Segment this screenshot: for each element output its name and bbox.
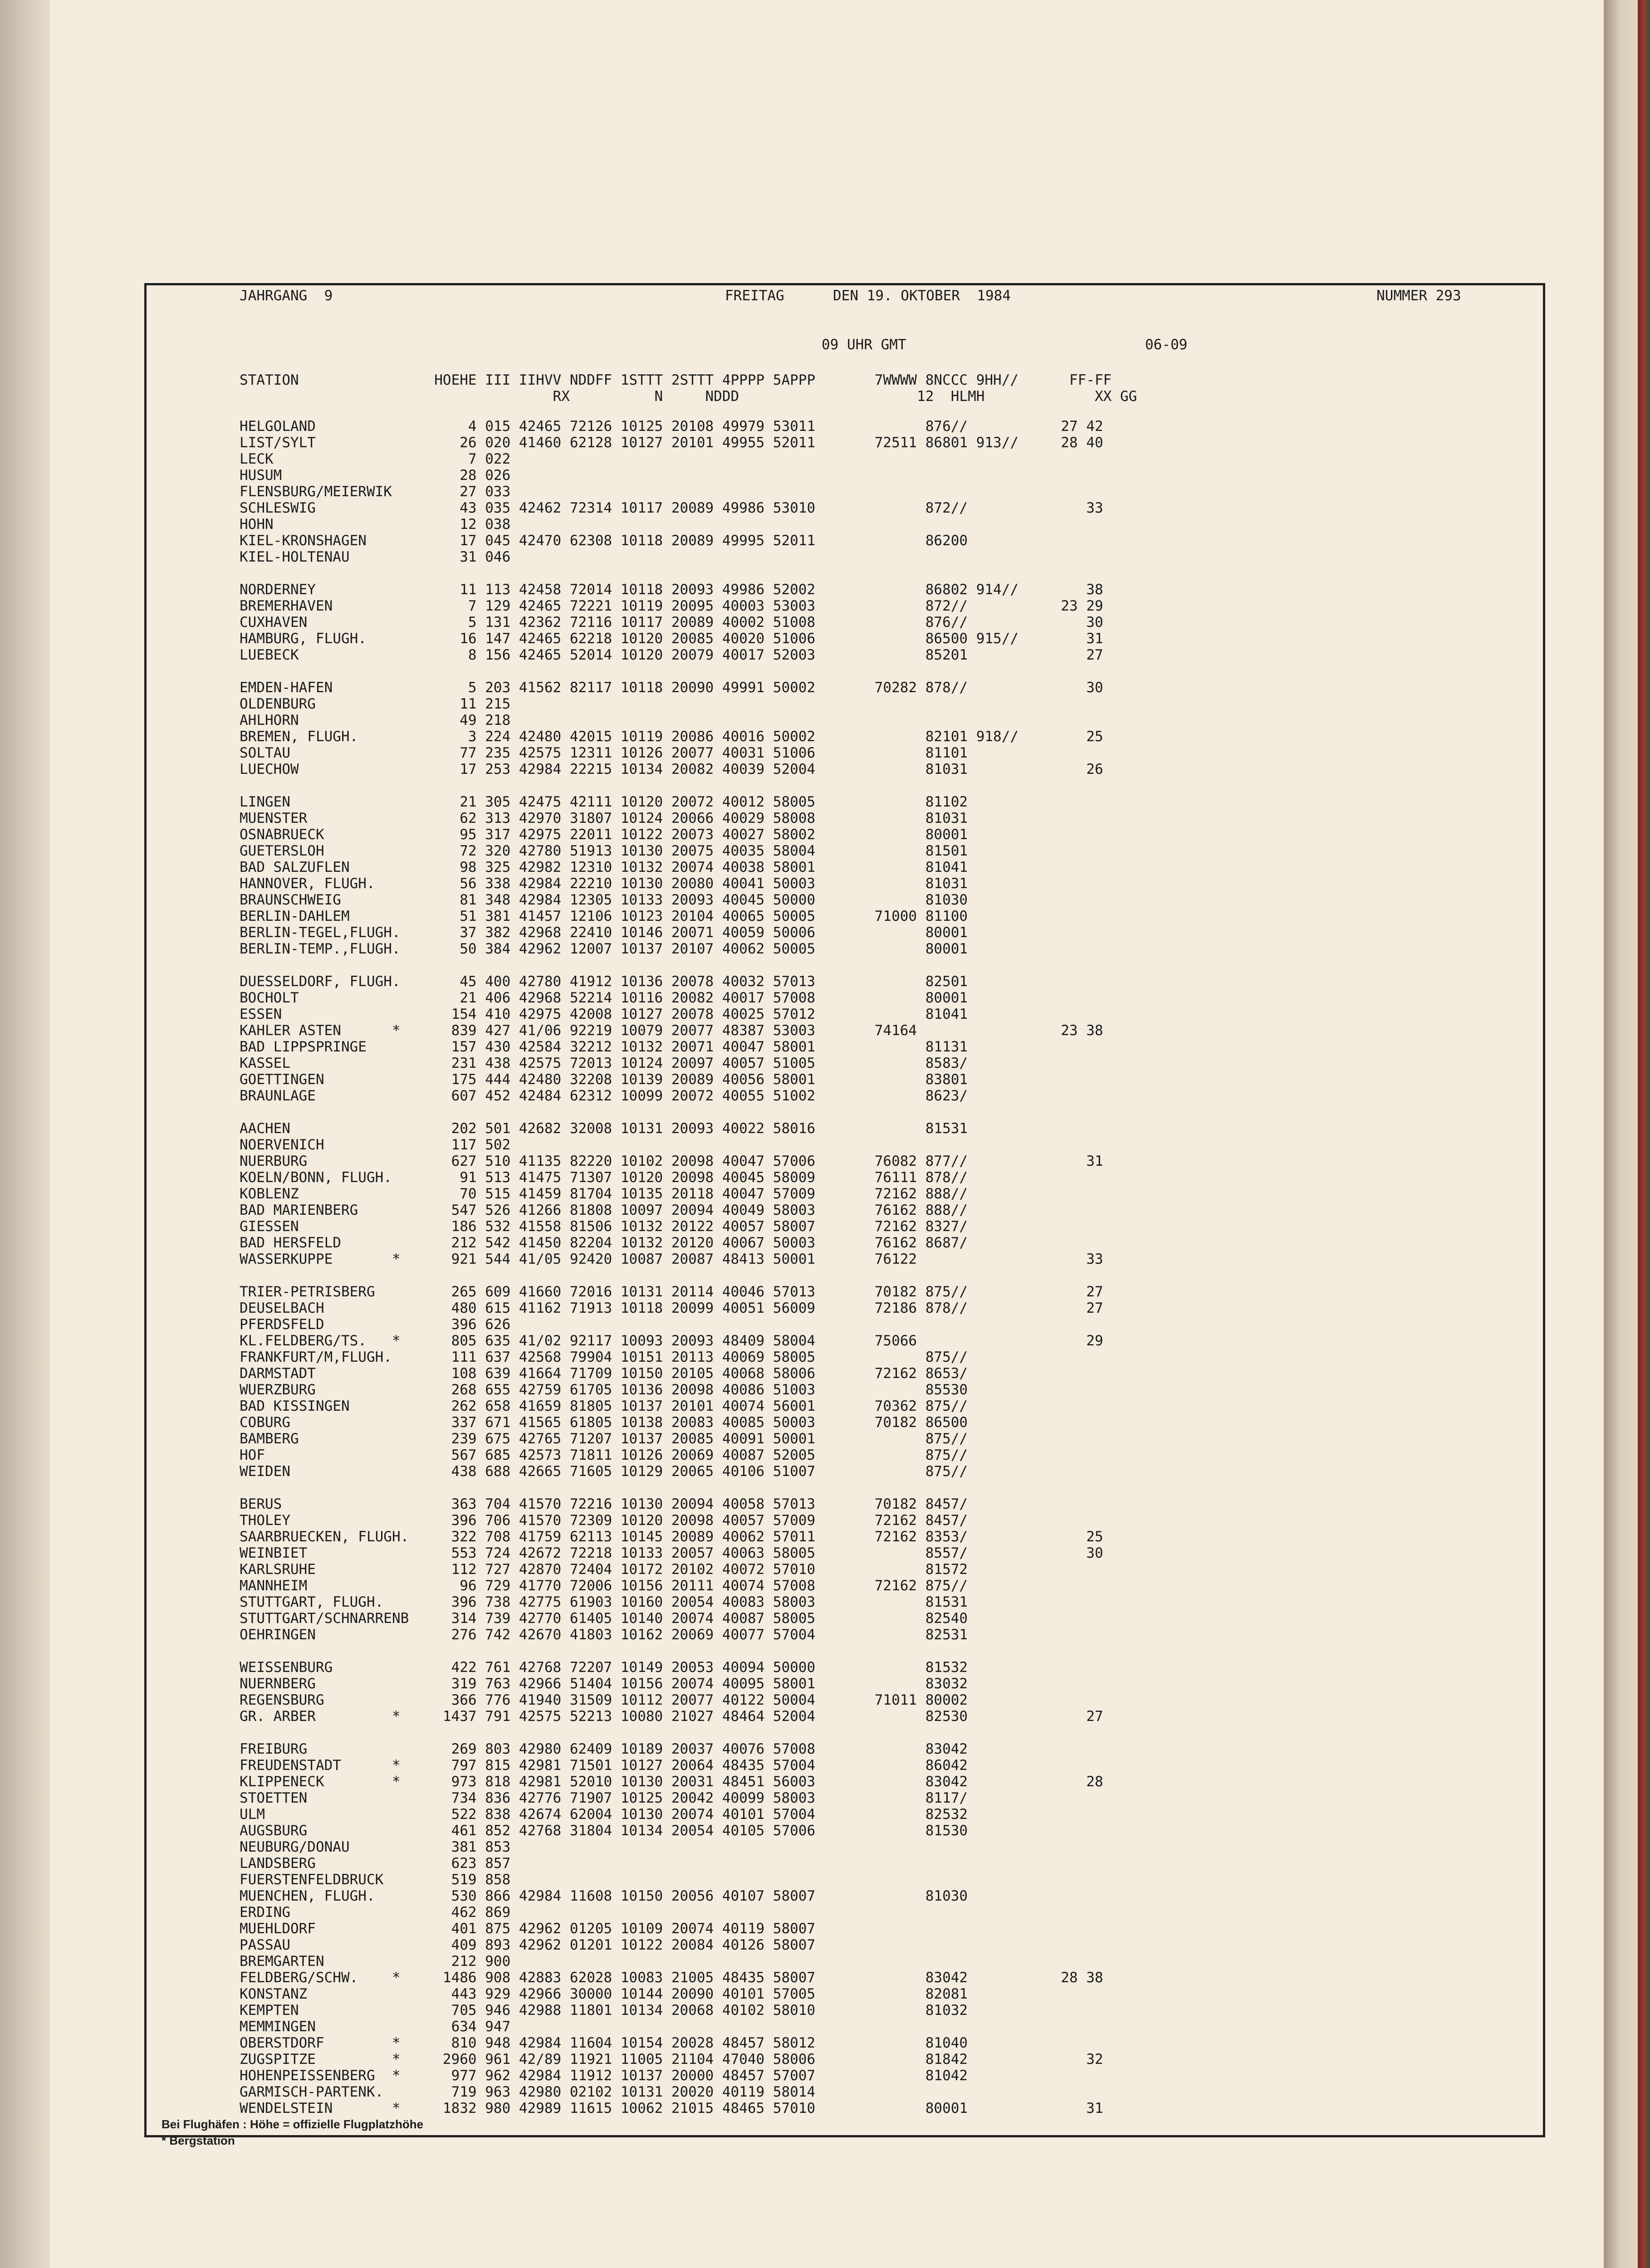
table-row: GUETERSLOH 72 320 42780 51913 10130 20075 40035 58004 81501 <box>240 843 968 859</box>
table-row: BAMBERG 239 675 42765 71207 10137 20085 40091 50001 875// <box>240 1431 968 1447</box>
table-row: PFERDSFELD 396 626 <box>240 1316 511 1333</box>
table-row: FREUDENSTADT * 797 815 42981 71501 10127 20064 48435 57004 86042 <box>240 1757 968 1774</box>
table-row: ULM 522 838 42674 62004 10130 20074 40101 57004 82532 <box>240 1806 968 1823</box>
table-row: ZUGSPITZE * 2960 961 42/89 11921 11005 21104 47040 58006 81842 32 <box>240 2051 1103 2068</box>
table-row: STUTTGART/SCHNARRENB 314 739 42770 61405 10140 20074 40087 58005 82540 <box>240 1610 968 1627</box>
table-row: BERUS 363 704 41570 72216 10130 20094 40058 57013 70182 8457/ <box>240 1496 968 1512</box>
table-row: KLIPPENECK * 973 818 42981 52010 10130 20031 48451 56003 83042 28 <box>240 1774 1103 1790</box>
group-spacer <box>240 1104 1103 1120</box>
table-row: GARMISCH-PARTENK. 719 963 42980 02102 10131 20020 40119 58014 <box>240 2084 816 2100</box>
table-row: KIEL-KRONSHAGEN 17 045 42470 62308 10118 20089 49995 52011 86200 <box>240 533 968 549</box>
table-row: LIST/SYLT 26 020 41460 62128 10127 20101 49955 52011 72511 86801 913// 28 40 <box>240 435 1103 451</box>
table-row: MUENCHEN, FLUGH. 530 866 42984 11608 10150 20056 40107 58007 81030 <box>240 1888 968 1904</box>
issue-number: NUMMER 293 <box>1376 288 1461 304</box>
table-row: GIESSEN 186 532 41558 81506 10132 20122 40057 58007 72162 8327/ <box>240 1218 968 1235</box>
period-label: 06-09 <box>1145 337 1188 353</box>
table-row: KAHLER ASTEN * 839 427 41/06 92219 10079 20077 48387 53003 74164 23 38 <box>240 1022 1103 1039</box>
table-row: FLENSBURG/MEIERWIK 27 033 <box>240 484 511 500</box>
column-header-line1: STATION HOEHE III IIHVV NDDFF 1STTT 2STTT 4PPPP 5APPP 7WWWW 8NCCC 9HH// FF-FF <box>240 372 1112 388</box>
table-row: LUECHOW 17 253 42984 22215 10134 20082 40039 52004 81031 26 <box>240 761 1103 777</box>
table-row: REGENSBURG 366 776 41940 31509 10112 20077 40122 50004 71011 80002 <box>240 1692 968 1708</box>
table-row: BERLIN-DAHLEM 51 381 41457 12106 10123 20104 40065 50005 71000 81100 <box>240 908 968 924</box>
table-row: SOLTAU 77 235 42575 12311 10126 20077 40031 51006 81101 <box>240 745 968 761</box>
footnote-airports: Bei Flughäfen : Höhe = offizielle Flugplatzhöhe <box>162 2117 424 2131</box>
book-binding <box>1638 0 1650 2268</box>
table-row: BAD MARIENBERG 547 526 41266 81808 10097 20094 40049 58003 76162 888// <box>240 1202 968 1218</box>
table-row: BERLIN-TEGEL,FLUGH. 37 382 42968 22410 10146 20071 40059 50006 80001 <box>240 924 968 941</box>
table-row: CUXHAVEN 5 131 42362 72116 10117 20089 40002 51008 876// 30 <box>240 614 1103 631</box>
table-row: MANNHEIM 96 729 41770 72006 10156 20111 40074 57008 72162 875// <box>240 1578 968 1594</box>
table-row: KEMPTEN 705 946 42988 11801 10134 20068 40102 58010 81032 <box>240 2002 968 2019</box>
group-spacer <box>240 565 1103 582</box>
table-row: WEISSENBURG 422 761 42768 72207 10149 20053 40094 50000 81532 <box>240 1659 968 1676</box>
table-row: KONSTANZ 443 929 42966 30000 10144 20090 40101 57005 82081 <box>240 1986 968 2002</box>
table-row: PASSAU 409 893 42962 01201 10122 20084 40126 58007 <box>240 1937 816 1953</box>
table-row: WEINBIET 553 724 42672 72218 10133 20057 40063 58005 8557/ 30 <box>240 1545 1103 1561</box>
table-row: STOETTEN 734 836 42776 71907 10125 20042 40099 58003 8117/ <box>240 1790 968 1806</box>
table-row: NORDERNEY 11 113 42458 72014 10118 20093 49986 52002 86802 914// 38 <box>240 582 1103 598</box>
group-spacer <box>240 777 1103 794</box>
table-row: OSNABRUECK 95 317 42975 22011 10122 20073 40027 58002 80001 <box>240 826 968 843</box>
table-row: SAARBRUECKEN, FLUGH. 322 708 41759 62113 10145 20089 40062 57011 72162 8353/ 25 <box>240 1529 1103 1545</box>
table-row: BREMEN, FLUGH. 3 224 42480 42015 10119 20086 40016 50002 82101 918// 25 <box>240 728 1103 745</box>
table-row: BREMGARTEN 212 900 <box>240 1953 511 1970</box>
weekday-label: FREITAG <box>725 288 784 304</box>
table-row: NUERNBERG 319 763 42966 51404 10156 20074 40095 58001 83032 <box>240 1676 968 1692</box>
table-row: MUEHLDORF 401 875 42962 01205 10109 20074 40119 58007 <box>240 1921 816 1937</box>
table-row: OEHRINGEN 276 742 42670 41803 10162 20069 40077 57004 82531 <box>240 1627 968 1643</box>
table-row: LUEBECK 8 156 42465 52014 10120 20079 40017 52003 85201 27 <box>240 647 1103 663</box>
table-row: GOETTINGEN 175 444 42480 32208 10139 20089 40056 58001 83801 <box>240 1071 968 1088</box>
group-spacer <box>240 1480 1103 1496</box>
table-row: WEIDEN 438 688 42665 71605 10129 20065 40106 51007 875// <box>240 1463 968 1480</box>
table-row: EMDEN-HAFEN 5 203 41562 82117 10118 20090 49991 50002 70282 878// 30 <box>240 679 1103 696</box>
table-row: HUSUM 28 026 <box>240 467 511 484</box>
table-row: THOLEY 396 706 41570 72309 10120 20098 40057 57009 72162 8457/ <box>240 1512 968 1529</box>
table-row: NOERVENICH 117 502 <box>240 1137 511 1153</box>
table-row: OBERSTDORF * 810 948 42984 11604 10154 20028 48457 58012 81040 <box>240 2035 968 2051</box>
table-row: BAD SALZUFLEN 98 325 42982 12310 10132 20074 40038 58001 81041 <box>240 859 968 875</box>
table-row: LECK 7 022 <box>240 451 511 467</box>
table-row: WUERZBURG 268 655 42759 61705 10136 20098 40086 51003 85530 <box>240 1382 968 1398</box>
book-page-stack-left <box>0 0 50 2268</box>
table-row: KARLSRUHE 112 727 42870 72404 10172 20102 40072 57010 81572 <box>240 1561 968 1578</box>
table-row: AACHEN 202 501 42682 32008 10131 20093 40022 58016 81531 <box>240 1120 968 1137</box>
group-spacer <box>240 1725 1103 1741</box>
table-row: WASSERKUPPE * 921 544 41/05 92420 10087 20087 48413 50001 76122 33 <box>240 1251 1103 1267</box>
table-row: BRAUNLAGE 607 452 42484 62312 10099 20072 40055 51002 8623/ <box>240 1088 968 1104</box>
table-row: AUGSBURG 461 852 42768 31804 10134 20054 40105 57006 81530 <box>240 1823 968 1839</box>
table-row: COBURG 337 671 41565 61805 10138 20083 40085 50003 70182 86500 <box>240 1414 968 1431</box>
table-row: WENDELSTEIN * 1832 980 42989 11615 10062 21015 48465 57010 80001 31 <box>240 2100 1103 2116</box>
table-row: LANDSBERG 623 857 <box>240 1855 511 1872</box>
table-row: FUERSTENFELDBRUCK 519 858 <box>240 1872 511 1888</box>
footnote-mountain-station: * Bergstation <box>162 2134 235 2147</box>
table-row: FELDBERG/SCHW. * 1486 908 42883 62028 10083 21005 48435 58007 83042 28 38 <box>240 1970 1103 1986</box>
table-row: HOHN 12 038 <box>240 516 511 533</box>
table-row: BOCHOLT 21 406 42968 52214 10116 20082 40017 57008 80001 <box>240 990 968 1006</box>
table-row: OLDENBURG 11 215 <box>240 696 511 712</box>
table-row: BREMERHAVEN 7 129 42465 72221 10119 20095 40003 53003 872// 23 29 <box>240 598 1103 614</box>
table-row: KL.FELDBERG/TS. * 805 635 41/02 92117 10093 20093 48409 58004 75066 29 <box>240 1333 1103 1349</box>
table-row: KOBLENZ 70 515 41459 81704 10135 20118 40047 57009 72162 888// <box>240 1186 968 1202</box>
table-row: NEUBURG/DONAU 381 853 <box>240 1839 511 1855</box>
table-row: KIEL-HOLTENAU 31 046 <box>240 549 511 565</box>
table-row: MEMMINGEN 634 947 <box>240 2019 511 2035</box>
table-row: LINGEN 21 305 42475 42111 10120 20072 40012 58005 81102 <box>240 794 968 810</box>
table-row: BERLIN-TEMP.,FLUGH. 50 384 42962 12007 10137 20107 40062 50005 80001 <box>240 941 968 957</box>
table-row: HANNOVER, FLUGH. 56 338 42984 22210 10130 20080 40041 50003 81031 <box>240 875 968 892</box>
table-row: AHLHORN 49 218 <box>240 712 511 728</box>
table-row: HELGOLAND 4 015 42465 72126 10125 20108 49979 53011 876// 27 42 <box>240 418 1103 435</box>
table-row: BAD HERSFELD 212 542 41450 82204 10132 20120 40067 50003 76162 8687/ <box>240 1235 968 1251</box>
table-row: MUENSTER 62 313 42970 31807 10124 20066 40029 58008 81031 <box>240 810 968 826</box>
table-row: DEUSELBACH 480 615 41162 71913 10118 20099 40051 56009 72186 878// 27 <box>240 1300 1103 1316</box>
group-spacer <box>240 957 1103 973</box>
table-row: BAD KISSINGEN 262 658 41659 81805 10137 20101 40074 56001 70362 875// <box>240 1398 968 1414</box>
table-row: DUESSELDORF, FLUGH. 45 400 42780 41912 10136 20078 40032 57013 82501 <box>240 973 968 990</box>
table-row: NUERBURG 627 510 41135 82220 10102 20098 40047 57006 76082 877// 31 <box>240 1153 1103 1169</box>
table-row: FREIBURG 269 803 42980 62409 10189 20037 40076 57008 83042 <box>240 1741 968 1757</box>
column-header-line2: RX N NDDD 12 HLMH XX GG <box>240 388 1137 405</box>
table-row: HAMBURG, FLUGH. 16 147 42465 62218 10120 20085 40020 51006 86500 915// 31 <box>240 631 1103 647</box>
group-spacer <box>240 663 1103 679</box>
volume-label: JAHRGANG 9 <box>240 288 333 304</box>
table-row: HOHENPEISSENBERG * 977 962 42984 11912 10137 20000 48457 57007 81042 <box>240 2068 968 2084</box>
table-row: HOF 567 685 42573 71811 10126 20069 40087 52005 875// <box>240 1447 968 1463</box>
table-row: BAD LIPPSPRINGE 157 430 42584 32212 10132 20071 40047 58001 81131 <box>240 1039 968 1055</box>
date-label: DEN 19. OKTOBER 1984 <box>833 288 1011 304</box>
station-table <box>240 418 1103 2116</box>
table-row: KASSEL 231 438 42575 72013 10124 20097 40057 51005 8583/ <box>240 1055 968 1071</box>
table-row: ERDING 462 869 <box>240 1904 511 1921</box>
table-row: KOELN/BONN, FLUGH. 91 513 41475 71307 10120 20098 40045 58009 76111 878// <box>240 1169 968 1186</box>
table-row: TRIER-PETRISBERG 265 609 41660 72016 10131 20114 40046 57013 70182 875// 27 <box>240 1284 1103 1300</box>
table-row: FRANKFURT/M,FLUGH. 111 637 42568 79904 10151 20113 40069 58005 875// <box>240 1349 968 1365</box>
table-row: STUTTGART, FLUGH. 396 738 42775 61903 10160 20054 40083 58003 81531 <box>240 1594 968 1610</box>
table-row: ESSEN 154 410 42975 42008 10127 20078 40025 57012 81041 <box>240 1006 968 1022</box>
table-row: BRAUNSCHWEIG 81 348 42984 12305 10133 20093 40045 50000 81030 <box>240 892 968 908</box>
table-row: GR. ARBER * 1437 791 42575 52213 10080 21027 48464 52004 82530 27 <box>240 1708 1103 1725</box>
observation-time: 09 UHR GMT <box>822 337 906 353</box>
group-spacer <box>240 1267 1103 1284</box>
table-row: SCHLESWIG 43 035 42462 72314 10117 20089 49986 53010 872// 33 <box>240 500 1103 516</box>
table-row: DARMSTADT 108 639 41664 71709 10150 20105 40068 58006 72162 8653/ <box>240 1365 968 1382</box>
group-spacer <box>240 1643 1103 1659</box>
